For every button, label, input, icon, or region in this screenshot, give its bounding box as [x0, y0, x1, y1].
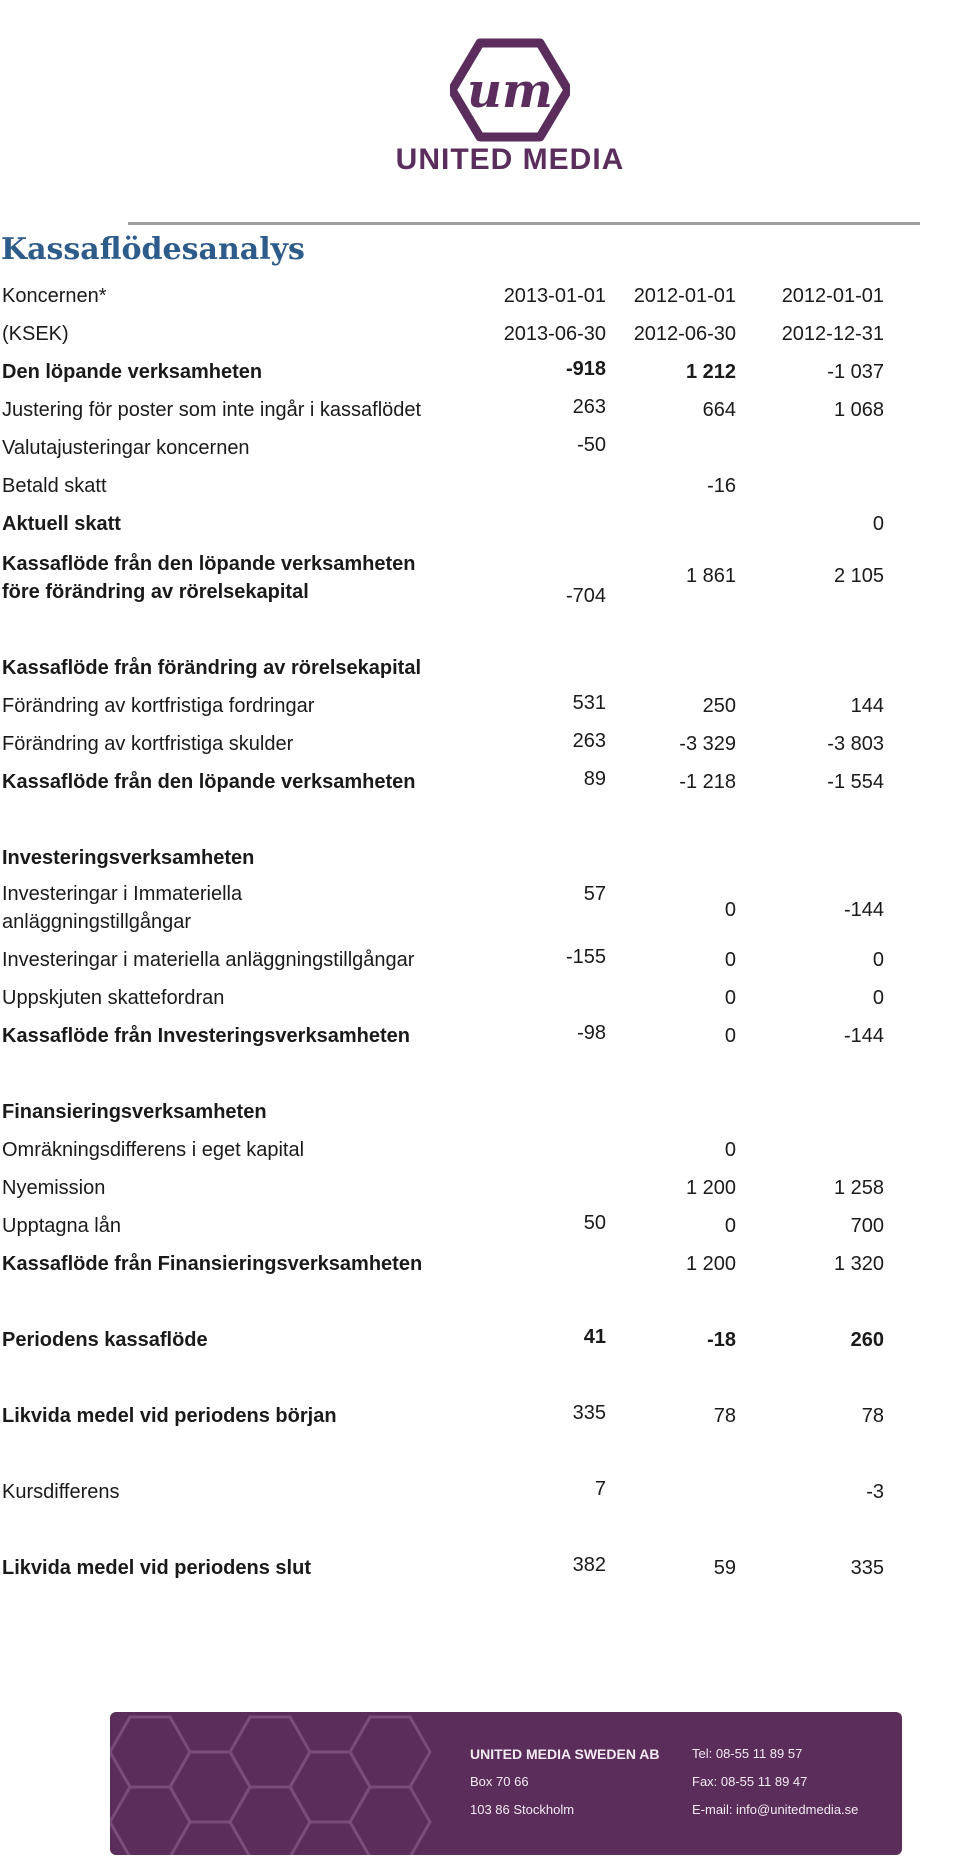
col-2013-h1-value: 335	[572, 1402, 606, 1424]
row-label: Likvida medel vid periodens början	[2, 1405, 337, 1427]
header-divider	[128, 222, 920, 225]
col-2012-h1-value: 78	[713, 1405, 736, 1427]
page-title: Kassaflödesanalys	[1, 232, 305, 267]
col-2012-h1-value: 1 200	[685, 1253, 736, 1275]
col-2013-h1-value: 2013-06-30	[503, 323, 606, 345]
row-label: Kassaflöde från den löpande verksamheten	[2, 771, 416, 793]
row-label: Finansieringsverksamheten	[2, 1101, 267, 1123]
row-label: Likvida medel vid periodens slut	[2, 1557, 311, 1579]
col-2013-h1-value: 50	[583, 1212, 606, 1234]
col-2012-fy-value: 1 068	[833, 399, 884, 421]
col-2012-h1-value: -16	[707, 475, 736, 497]
row-label-line1: Kassaflöde från den löpande verksamheten	[2, 553, 416, 575]
row-label: Betald skatt	[2, 475, 107, 497]
col-2012-fy-value: 0	[872, 987, 884, 1009]
row-label: (KSEK)	[2, 323, 69, 345]
col-2012-h1-value: 2012-01-01	[633, 285, 736, 307]
col-2012-fy-value: 700	[850, 1215, 884, 1237]
row-label: Koncernen*	[2, 285, 107, 307]
col-2012-h1-value: 664	[702, 399, 736, 421]
col-2013-h1-value: -50	[577, 434, 606, 456]
col-2012-h1-value: 0	[724, 949, 736, 971]
col-2013-h1-value: 263	[572, 730, 606, 752]
footer-banner	[110, 1712, 902, 1855]
hexagon-logo-icon	[450, 35, 570, 145]
row-label: Nyemission	[2, 1177, 106, 1199]
row-label: Valutajusteringar koncernen	[2, 437, 250, 459]
col-2012-h1-value: 2012-06-30	[633, 323, 736, 345]
footer-phone: Tel: 08-55 11 89 57	[692, 1746, 803, 1761]
col-2013-h1-value: 57	[583, 883, 606, 905]
col-2012-h1-value: 0	[724, 1025, 736, 1047]
row-label-line2: anläggningstillgångar	[2, 911, 192, 933]
col-2012-h1-value: 250	[702, 695, 736, 717]
col-2013-h1-value: -918	[565, 358, 606, 380]
footer-postal-box: Box 70 66	[470, 1774, 529, 1789]
row-label: Förändring av kortfristiga fordringar	[2, 695, 315, 717]
col-2012-fy-value: -3	[866, 1481, 884, 1503]
col-2012-fy-value: 78	[861, 1405, 884, 1427]
footer-fax: Fax: 08-55 11 89 47	[692, 1774, 808, 1789]
col-2013-h1-value: 2013-01-01	[503, 285, 606, 307]
col-2012-h1-value: 0	[724, 987, 736, 1009]
footer-city: 103 86 Stockholm	[470, 1802, 575, 1817]
col-2012-fy-value: 144	[850, 695, 884, 717]
col-2013-h1-value: 263	[572, 396, 606, 418]
logo-monogram: um	[467, 63, 553, 119]
row-label: Kursdifferens	[2, 1481, 120, 1503]
row-label: Justering för poster som inte ingår i kassaflödet	[2, 399, 422, 421]
col-2012-h1-value: 0	[724, 1139, 736, 1161]
row-label	[2, 550, 472, 606]
row-label: Kassaflöde från Investeringsverksamheten	[2, 1025, 410, 1047]
col-2012-h1-value: 1 212	[685, 361, 736, 383]
row-label: Periodens kassaflöde	[2, 1329, 208, 1351]
col-2013-h1-value: -704	[565, 585, 606, 607]
row-label: Omräkningsdifferens i eget kapital	[2, 1139, 305, 1161]
col-2013-h1-value: 7	[594, 1478, 606, 1500]
col-2012-fy-value: 0	[872, 513, 884, 535]
footer-company-name: UNITED MEDIA SWEDEN AB	[470, 1746, 660, 1762]
col-2012-fy-value: 1 320	[833, 1253, 884, 1275]
row-label-line2: före förändring av rörelsekapital	[2, 581, 309, 603]
col-2012-fy-value: 2 105	[833, 565, 884, 587]
col-2012-fy-value: -144	[843, 1025, 884, 1047]
row-label: Kassaflöde från förändring av rörelsekapital	[2, 657, 422, 679]
col-2012-fy-value: 335	[850, 1557, 884, 1579]
row-label: Den löpande verksamheten	[2, 361, 263, 383]
col-2012-fy-value: 2012-01-01	[781, 285, 884, 307]
table-row	[0, 550, 960, 606]
col-2012-h1-value: 1 200	[685, 1177, 736, 1199]
col-2012-fy-value: 0	[872, 949, 884, 971]
col-2012-h1-value: 0	[724, 1215, 736, 1237]
row-label: Uppskjuten skattefordran	[2, 987, 225, 1009]
col-2013-h1-value: 531	[572, 692, 606, 714]
col-2013-h1-value: -155	[565, 946, 606, 968]
col-2012-h1-value: -3 329	[679, 733, 736, 755]
col-2012-fy-value: 2012-12-31	[781, 323, 884, 345]
col-2013-h1-value: 382	[572, 1554, 606, 1576]
col-2012-h1-value: 59	[713, 1557, 736, 1579]
col-2012-h1-value: -18	[707, 1329, 736, 1351]
col-2012-fy-value: -144	[843, 899, 884, 921]
col-2012-fy-value: -1 037	[827, 361, 884, 383]
col-2012-h1-value: -1 218	[679, 771, 736, 793]
row-label	[2, 880, 472, 936]
col-2012-h1-value: 0	[724, 899, 736, 921]
col-2012-fy-value: 260	[850, 1329, 884, 1351]
col-2013-h1-value: -98	[577, 1022, 606, 1044]
col-2012-fy-value: -3 803	[827, 733, 884, 755]
row-label: Investeringar i materiella anläggningstillgångar	[2, 949, 415, 971]
col-2013-h1-value: 41	[583, 1326, 606, 1348]
col-2012-h1-value: 1 861	[685, 565, 736, 587]
row-label: Upptagna lån	[2, 1215, 121, 1237]
hexagon-pattern-icon	[110, 1712, 440, 1855]
row-label-line1: Investeringar i Immateriella	[2, 883, 243, 905]
row-label: Investeringsverksamheten	[2, 847, 255, 869]
col-2013-h1-value: 89	[583, 768, 606, 790]
table-row	[0, 880, 960, 936]
brand-name: UNITED MEDIA	[395, 143, 625, 176]
row-label: Förändring av kortfristiga skulder	[2, 733, 294, 755]
footer-email: E-mail: info@unitedmedia.se	[692, 1802, 859, 1817]
col-2012-fy-value: -1 554	[827, 771, 884, 793]
row-label: Aktuell skatt	[2, 513, 121, 535]
row-label: Kassaflöde från Finansieringsverksamheten	[2, 1253, 423, 1275]
col-2012-fy-value: 1 258	[833, 1177, 884, 1199]
